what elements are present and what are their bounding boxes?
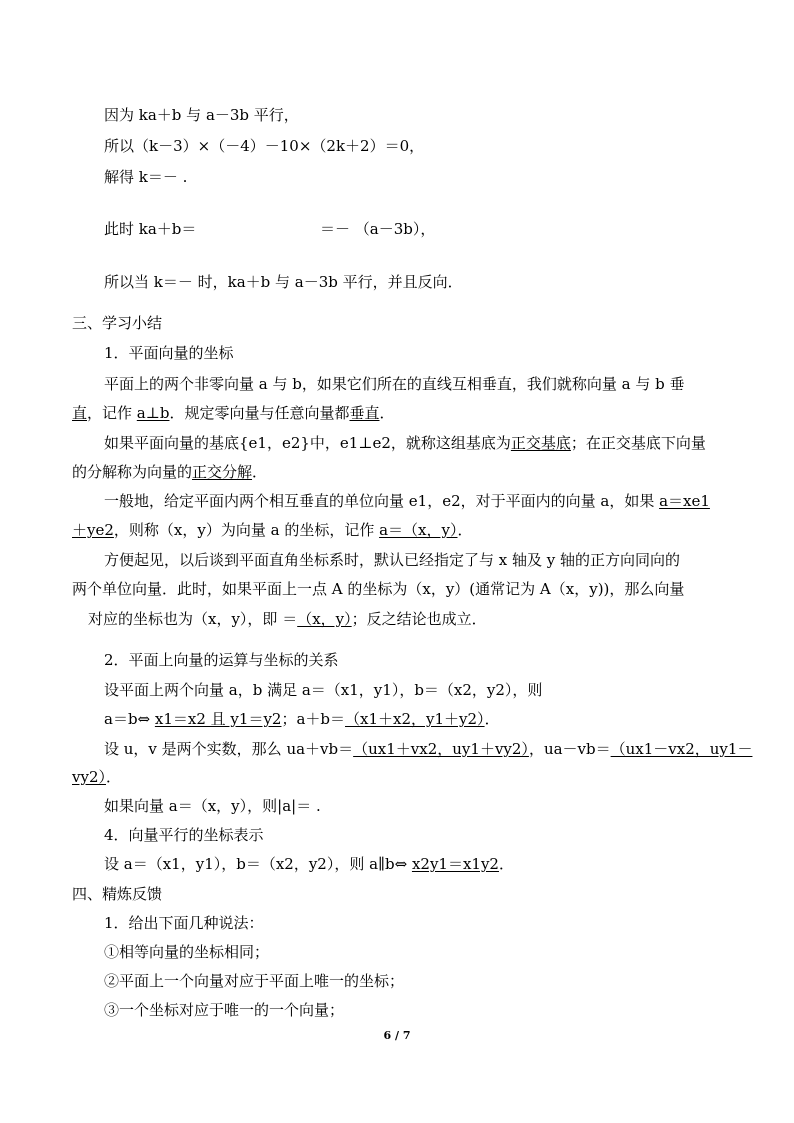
text-line: 设 a＝（x1，y1），b＝（x2，y2），则 a∥b⇔ x2y1＝x1y2．	[104, 855, 514, 873]
text-line: 解得 k＝－ .	[104, 168, 188, 186]
list-item: ③一个坐标对应于唯一的一个向量；	[104, 1001, 345, 1019]
subsection-heading: 2．平面上向量的运算与坐标的关系	[104, 651, 339, 669]
text-line: ＋ye2，则称（x，y）为向量 a 的坐标，记作 a＝（x，y）．	[72, 521, 473, 539]
fill-blank: x2y1＝x1y2	[411, 855, 499, 873]
text-line: 对应的坐标也为（x，y），即 ＝（x，y）；反之结论也成立．	[88, 610, 487, 628]
text-line: 此时 ka＋b＝	[104, 220, 197, 238]
fill-blank: x1＝x2 且 y1＝y2	[154, 710, 282, 728]
section-heading: 三、学习小结	[72, 314, 163, 332]
fill-blank: 正交分解	[192, 463, 253, 481]
fill-blank: 直	[72, 404, 88, 422]
text-line: 所以当 k＝－ 时，ka＋b 与 a－3b 平行，并且反向．	[104, 273, 463, 291]
text-line: 一般地，给定平面内两个相互垂直的单位向量 e1，e2，对于平面内的向量 a，如果 a＝xe1	[104, 492, 710, 510]
fill-blank: （ux1－vx2，uy1－	[610, 740, 753, 758]
fill-blank: （x1＋x2，y1＋y2）	[345, 710, 485, 728]
fill-blank: （x，y）	[297, 610, 352, 628]
fill-blank: （ux1＋vx2，uy1＋vy2）	[353, 740, 529, 758]
text-line: vy2）．	[72, 768, 122, 786]
fill-blank: a＝xe1	[659, 492, 710, 510]
fill-blank: 正交基底	[510, 434, 571, 452]
text-line: 的分解称为向量的正交分解．	[72, 463, 268, 481]
fill-blank: ＋ye2	[72, 521, 114, 539]
list-item: ①相等向量的坐标相同；	[104, 943, 270, 961]
text-line: 设 u，v 是两个实数，那么 ua＋vb＝（ux1＋vx2，uy1＋vy2），ua－vb＝（ux1－vx2，uy1－	[104, 740, 753, 758]
section-heading: 四、精炼反馈	[72, 885, 163, 903]
text-line: ＝－ （a－3b），	[320, 220, 436, 238]
text-line: 直，记作 a⊥b．规定零向量与任意向量都垂直．	[72, 404, 395, 422]
text-line: 1．给出下面几种说法：	[104, 914, 264, 932]
fill-blank: 垂直	[349, 404, 380, 422]
text-line: 两个单位向量．此时，如果平面上一点 A 的坐标为（x，y）(通常记为 A（x，y))，那么向量	[72, 580, 685, 598]
page-number: 6 / 7	[383, 1029, 411, 1042]
text-line: 平面上的两个非零向量 a 与 b，如果它们所在的直线互相垂直，我们就称向量 a 与 b 垂	[104, 375, 685, 393]
fill-blank: a⊥b	[136, 404, 170, 422]
subsection-heading: 4．向量平行的坐标表示	[104, 826, 264, 844]
text-line: a＝b⇔ x1＝x2 且 y1＝y2；a＋b＝（x1＋x2，y1＋y2）．	[104, 710, 500, 728]
text-line: 因为 ka＋b 与 a－3b 平行，	[104, 106, 299, 124]
text-line: 如果向量 a＝（x，y），则|a|＝ .	[104, 797, 321, 815]
fill-blank: vy2）	[72, 768, 106, 786]
text-line: 如果平面向量的基底{e1，e2}中，e1⊥e2，就称这组基底为正交基底；在正交基底下向量	[104, 434, 706, 452]
list-item: ②平面上一个向量对应于平面上唯一的坐标；	[104, 972, 405, 990]
text-line: 所以（k－3）×（－4）－10×（2k＋2）＝0，	[104, 137, 425, 155]
fill-blank: a＝（x，y）	[379, 521, 458, 539]
subsection-heading: 1．平面向量的坐标	[104, 344, 234, 362]
text-line: 设平面上两个向量 a，b 满足 a＝（x1，y1），b＝（x2，y2），则	[104, 681, 543, 699]
text-line: 方便起见，以后谈到平面直角坐标系时，默认已经指定了与 x 轴及 y 轴的正方向同向的	[104, 551, 681, 569]
